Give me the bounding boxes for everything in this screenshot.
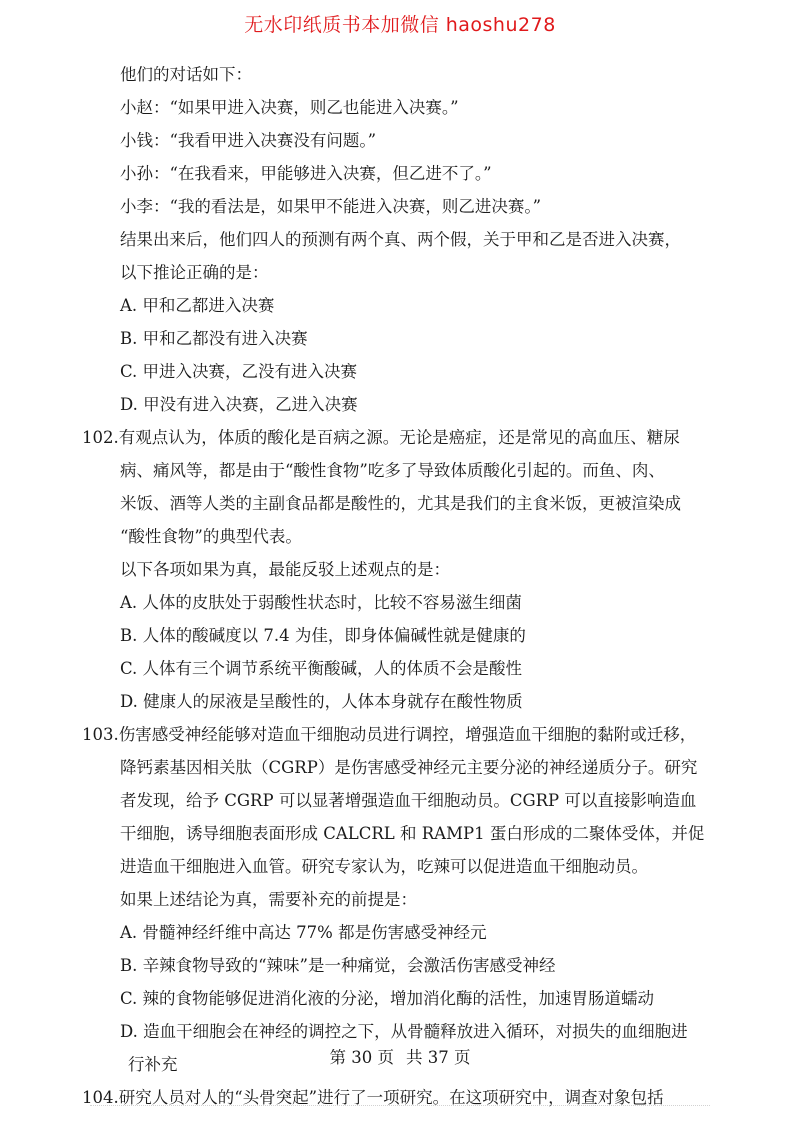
q103-number: 103. — [82, 725, 119, 744]
q101-intro: 他们的对话如下： — [120, 65, 252, 84]
page-total: 共 37 页 — [406, 1048, 471, 1067]
q103-option-b: B. 辛辣食物导致的“辣味”是一种痛觉，会激活伤害感受神经 — [120, 956, 556, 975]
q102-stem-line-1 — [82, 421, 722, 454]
q102-option-a: A. 人体的皮肤处于弱酸性状态时，比较不容易滋生细菌 — [120, 593, 522, 612]
document-page — [82, 58, 722, 1114]
q101-option-c: C. 甲进入决赛，乙没有进入决赛 — [120, 362, 358, 381]
watermark-text: 无水印纸质书本加微信 haoshu278 — [244, 14, 556, 36]
q103-stem-line-2: 降钙素基因相关肽（CGRP）是伤害感受神经元主要分泌的神经递质分子。研究 — [120, 758, 698, 777]
q101-dialog-3: 小孙：“在我看来，甲能够进入决赛，但乙进不了。” — [120, 164, 492, 183]
q103-question: 如果上述结论为真，需要补充的前提是： — [120, 890, 417, 909]
q102-stem-line-2: 病、痛风等，都是由于“酸性食物”吃多了导致体质酸化引起的。而鱼、肉、 — [120, 461, 665, 480]
q102-stem-text-1: 有观点认为，体质的酸化是百病之源。无论是癌症，还是常见的高血压、糖尿 — [118, 428, 680, 447]
q103-option-d: D. 造血干细胞会在神经的调控之下，从骨髓释放进入循环，对损失的血细胞进 — [120, 1022, 688, 1041]
q101-question-line-2: 以下推论正确的是： — [120, 263, 269, 282]
q102-option-d: D. 健康人的尿液是呈酸性的，人体本身就存在酸性物质 — [120, 692, 523, 711]
q103-stem-text-1: 伤害感受神经能够对造血干细胞动员进行调控，增强造血干细胞的黏附或迁移， — [118, 725, 697, 744]
scan-noise-divider — [90, 1105, 710, 1114]
q102-question: 以下各项如果为真，最能反驳上述观点的是： — [120, 560, 450, 579]
page-footer — [0, 1044, 800, 1068]
q101-dialog-4: 小李：“我的看法是，如果甲不能进入决赛，则乙进决赛。” — [120, 197, 542, 216]
q103-option-a: A. 骨髓神经纤维中高达 77% 都是伤害感受神经元 — [120, 923, 487, 942]
q102-option-b: B. 人体的酸碱度以 7.4 为佳，即身体偏碱性就是健康的 — [120, 626, 526, 645]
q103-option-c: C. 辣的食物能够促进消化液的分泌，增加消化酶的活性，加速胃肠道蠕动 — [120, 989, 655, 1008]
q102-stem-line-3: 米饭、酒等人类的主副食品都是酸性的，尤其是我们的主食米饭，更被渲染成 — [120, 494, 681, 513]
q101-question-line-1: 结果出来后，他们四人的预测有两个真、两个假，关于甲和乙是否进入决赛， — [120, 230, 681, 249]
q103-stem-line-1 — [82, 718, 722, 751]
q101-option-b: B. 甲和乙都没有进入决赛 — [120, 329, 308, 348]
q101-option-d: D. 甲没有进入决赛，乙进入决赛 — [120, 395, 358, 414]
q103-stem-line-3: 者发现，给予 CGRP 可以显著增强造血干细胞动员。CGRP 可以直接影响造血 — [120, 791, 697, 810]
q103-option-d-continuation: 行补充 — [128, 1055, 178, 1074]
q104-number: 104. — [82, 1088, 119, 1107]
q101-option-a: A. 甲和乙都进入决赛 — [120, 296, 275, 315]
q103-stem-line-4: 干细胞，诱导细胞表面形成 CALCRL 和 RAMP1 蛋白形成的二聚体受体，并促 — [120, 824, 705, 843]
page-number: 第 30 页 — [329, 1048, 394, 1067]
q101-dialog-2: 小钱：“我看甲进入决赛没有问题。” — [120, 131, 377, 150]
q101-dialog-1: 小赵：“如果甲进入决赛，则乙也能进入决赛。” — [120, 98, 459, 117]
q102-option-c: C. 人体有三个调节系统平衡酸碱，人的体质不会是酸性 — [120, 659, 523, 678]
q102-stem-line-4: “酸性食物”的典型代表。 — [120, 527, 302, 546]
q104-stem-text-1: 研究人员对人的“头骨突起”进行了一项研究。在这项研究中，调查对象包括 — [118, 1088, 664, 1107]
q103-stem-line-5: 进造血干细胞进入血管。研究专家认为，吃辣可以促进造血干细胞动员。 — [120, 857, 648, 876]
q102-number: 102. — [82, 428, 119, 447]
